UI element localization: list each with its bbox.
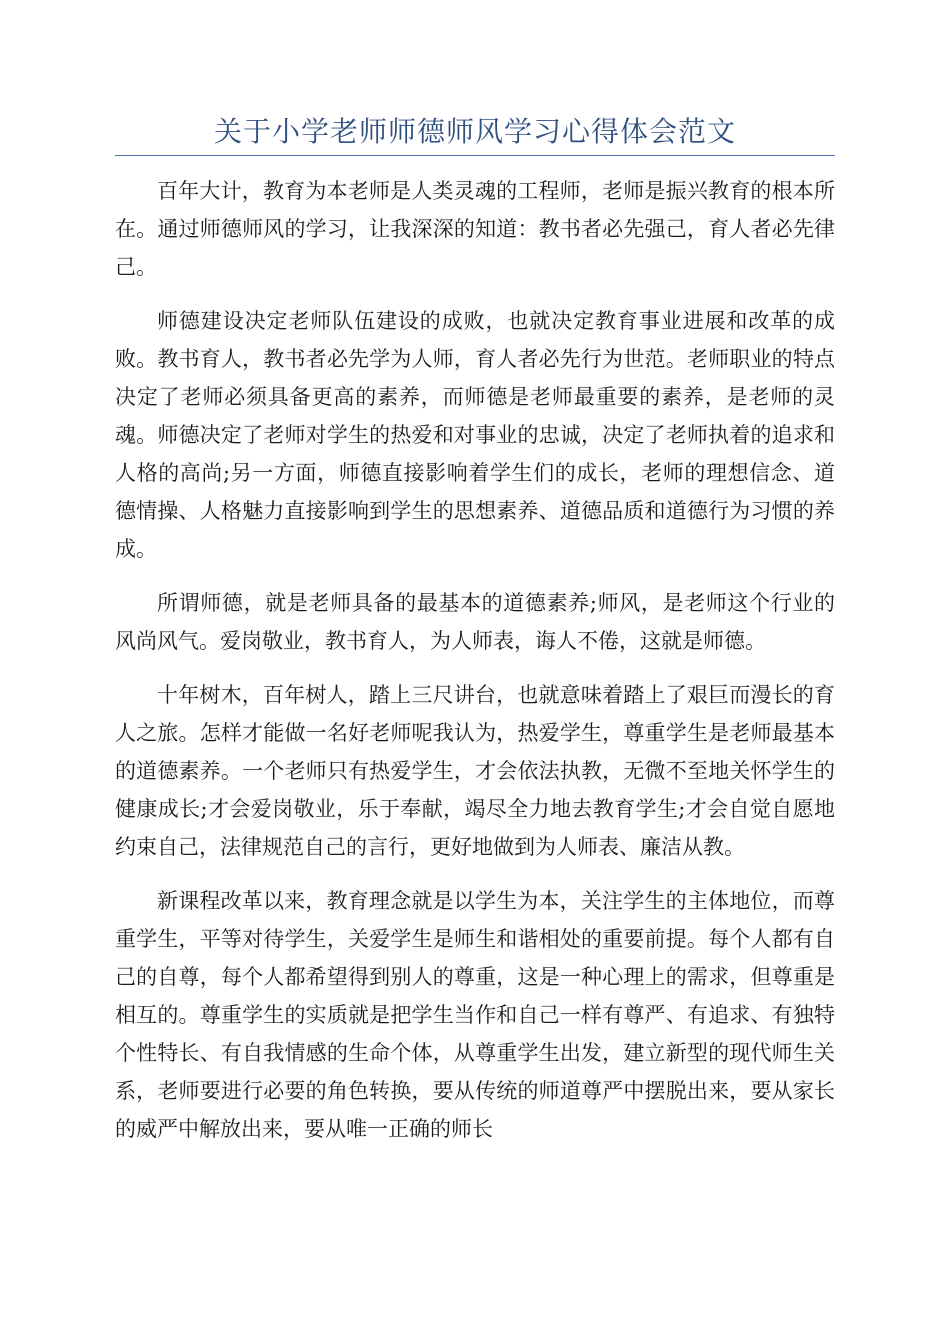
document-body xyxy=(115,172,835,1164)
paragraph-5: 新课程改革以来，教育理念就是以学生为本，关注学生的主体地位，而尊重学生，平等对待学生，关爱学生是师生和谐相处的重要前提。每个人都有自己的自尊，每个人都希望得到别人的尊重，这是一种心理上的需求，但尊重是相互的。尊重学生的实质就是把学生当作和自己一样有尊严、有追求、有独特个性特长、有自我情感的生命个体，从尊重学生出发，建立新型的现代师生关系，老师要进行必要的角色转换，要从传统的师道尊严中摆脱出来，要从家长的威严中解放出来，要从唯一正确的师长 xyxy=(115,889,835,1141)
paragraph-3: 所谓师德，就是老师具备的最基本的道德素养;师风，是老师这个行业的风尚风气。爱岗敬业，教书育人，为人师表，诲人不倦，这就是师德。 xyxy=(115,591,835,653)
title-underline xyxy=(115,155,835,156)
paragraph-2: 师德建设决定老师队伍建设的成败，也就决定教育事业进展和改革的成败。教书育人，教书者必先学为人师，育人者必先行为世范。老师职业的特点决定了老师必须具备更高的素养，而师德是老师最重要的素养，是老师的灵魂。师德决定了老师对学生的热爱和对事业的忠诚，决定了老师执着的追求和人格的高尚;另一方面，师德直接影响着学生们的成长，老师的理想信念、道德情操、人格魅力直接影响到学生的思想素养、道德品质和道德行为习惯的养成。 xyxy=(115,309,835,561)
paragraph-1: 百年大计，教育为本老师是人类灵魂的工程师，老师是振兴教育的根本所在。通过师德师风的学习，让我深深的知道：教书者必先强己，育人者必先律己。 xyxy=(115,179,835,279)
paragraph-4: 十年树木，百年树人，踏上三尺讲台，也就意味着踏上了艰巨而漫长的育人之旅。怎样才能做一名好老师呢我认为，热爱学生，尊重学生是老师最基本的道德素养。一个老师只有热爱学生，才会依法执教，无微不至地关怀学生的健康成长;才会爱岗敬业，乐于奉献，竭尽全力地去教育学生;才会自觉自愿地约束自己，法律规范自己的言行，更好地做到为人师表、廉洁从教。 xyxy=(115,683,835,859)
document-title: 关于小学老师师德师风学习心得体会范文 xyxy=(213,115,736,148)
